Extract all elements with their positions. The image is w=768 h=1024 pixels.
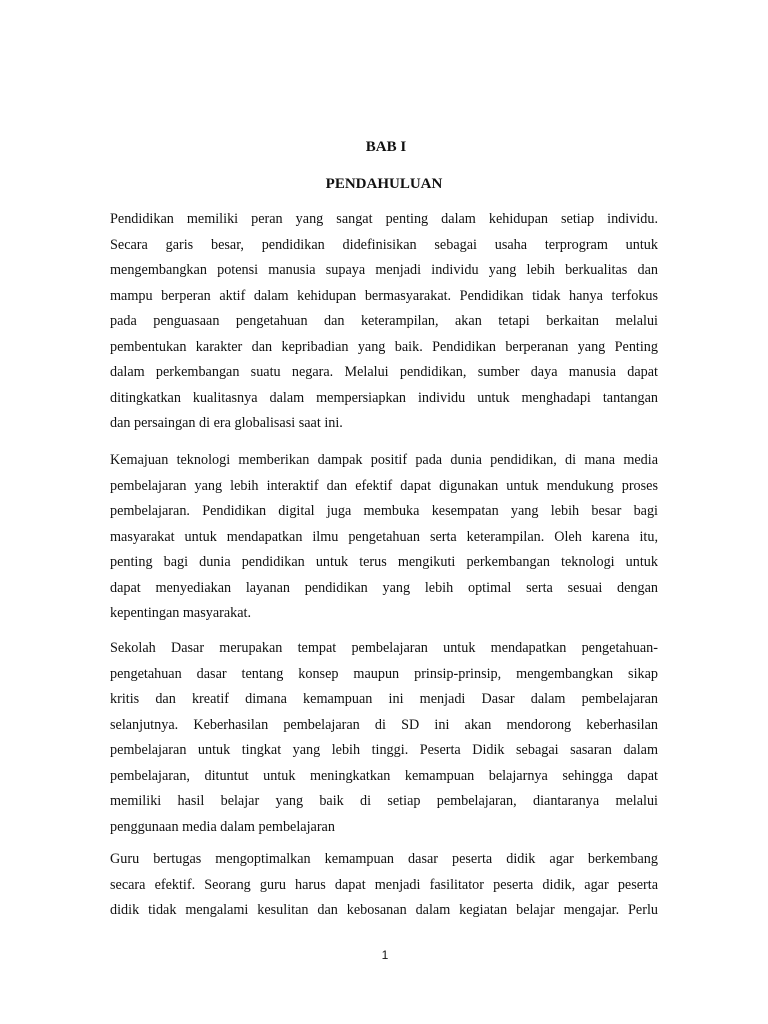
text-line: Secara garis besar, pendidikan didefinisikan sebagai usaha terprogram untuk xyxy=(110,236,658,253)
text-line: masyarakat untuk mendapatkan ilmu pengetahuan serta keterampilan. Oleh karena itu, xyxy=(110,528,658,545)
text-line: mengembangkan potensi manusia supaya menjadi individu yang lebih berkualitas dan xyxy=(110,262,658,278)
text-line: Sekolah Dasar merupakan tempat pembelajaran untuk mendapatkan pengetahuan- xyxy=(110,640,658,656)
text-line: kepentingan masyarakat. xyxy=(110,605,252,621)
text-line: pada penguasaan pengetahuan dan keterampilan, akan tetapi berkaitan melalui xyxy=(110,313,658,329)
page-number: 1 xyxy=(381,948,389,962)
text-line: pengetahuan dasar tentang konsep maupun prinsip-prinsip, mengembangkan sikap xyxy=(110,665,658,682)
paragraph xyxy=(110,847,658,924)
text-line: Pendidikan memiliki peran yang sangat penting dalam kehidupan setiap individu. xyxy=(110,211,658,227)
text-line: penting bagi dunia pendidikan untuk terus mengikuti perkembangan teknologi untuk xyxy=(110,554,658,570)
text-line: dapat menyediakan layanan pendidikan yang lebih optimal serta sesuai dengan xyxy=(110,579,658,596)
text-line: penggunaan media dalam pembelajaran xyxy=(110,818,335,835)
text-line: dan persaingan di era globalisasi saat ini. xyxy=(110,415,343,431)
text-line: didik tidak mengalami kesulitan dan kebosanan dalam kegiatan belajar mengajar. Perlu xyxy=(110,902,658,918)
text-line: mampu berperan aktif dalam kehidupan bermasyarakat. Pendidikan tidak hanya terfokus xyxy=(110,287,658,304)
paragraph xyxy=(110,448,658,627)
text-line: memiliki hasil belajar yang baik di setiap pembelajaran, diantaranya melalui xyxy=(110,793,658,809)
text-line: secara efektif. Seorang guru harus dapat menjadi fasilitator peserta didik, agar peserta xyxy=(110,876,658,893)
paragraph xyxy=(110,636,658,840)
text-line: pembelajaran. Pendidikan digital juga membuka kesempatan yang lebih besar bagi xyxy=(110,503,658,519)
text-line: kritis dan kreatif dimana kemampuan ini menjadi Dasar dalam pembelajaran xyxy=(110,691,658,707)
text-line: pembelajaran yang lebih interaktif dan efektif dapat digunakan untuk mendukung proses xyxy=(110,477,658,494)
text-line: Guru bertugas mengoptimalkan kemampuan dasar peserta didik agar berkembang xyxy=(110,851,658,867)
chapter-title: PENDAHULUAN xyxy=(325,176,443,192)
text-line: dalam perkembangan suatu negara. Melalui pendidikan, sumber daya manusia dapat xyxy=(110,364,658,380)
text-line: pembelajaran, dituntut untuk meningkatkan kemampuan belajarnya sehingga dapat xyxy=(110,767,658,784)
text-line: ditingkatkan kualitasnya dalam mempersiapkan individu untuk menghadapi tantangan xyxy=(110,389,658,406)
text-line: pembelajaran untuk tingkat yang lebih tinggi. Peserta Didik sebagai sasaran dalam xyxy=(110,742,658,758)
text-line: pembentukan karakter dan kepribadian yang baik. Pendidikan berperanan yang Penting xyxy=(110,338,658,355)
text-line: selanjutnya. Keberhasilan pembelajaran di SD ini akan mendorong keberhasilan xyxy=(110,716,658,733)
paragraph xyxy=(110,207,658,437)
text-line: Kemajuan teknologi memberikan dampak positif pada dunia pendidikan, di mana media xyxy=(110,452,658,468)
chapter-heading: BAB I xyxy=(365,139,407,155)
